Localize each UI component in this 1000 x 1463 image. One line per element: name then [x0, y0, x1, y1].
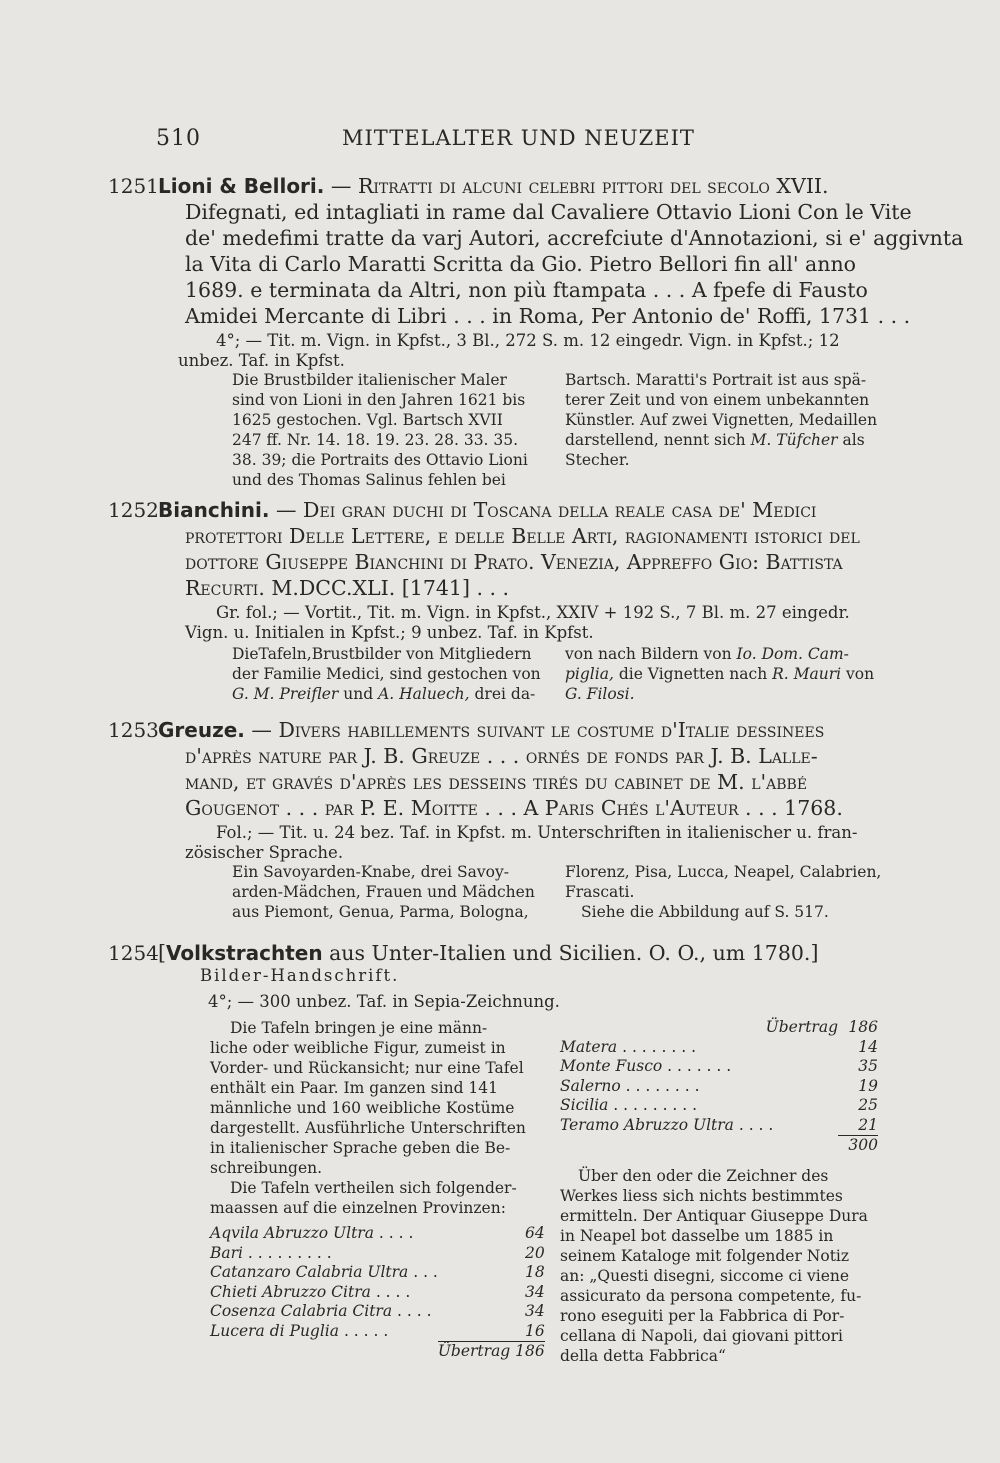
note-line: Frascati.: [565, 883, 635, 901]
plate-count: 20: [525, 1243, 545, 1262]
note-line: in italienischer Sprache geben die Be-: [210, 1139, 511, 1157]
leader-dots: . . . . . . . . .: [243, 1243, 332, 1262]
title-text: [108, 743, 888, 769]
province-name: Bari: [210, 1243, 243, 1262]
leader-dots: . . . .: [370, 1282, 411, 1301]
title-text: — Divers habillements suivant le costume d'Italie dessinees: [251, 718, 825, 742]
province-name: Catanzaro Calabria Ultra: [210, 1263, 409, 1281]
entry-1254: [108, 940, 888, 1012]
artist-name: G. Filosi.: [565, 685, 635, 703]
note-left: [210, 1018, 545, 1362]
note-line: dargestellt. Ausführliche Unterschriften: [210, 1119, 526, 1137]
note-line: 1625 gestochen. Vgl. Bartsch XVII: [232, 411, 503, 429]
title-line: Recurti. M.DCC.XLI. [1741] . . .: [185, 576, 510, 600]
note-line: arden-Mädchen, Frauen und Mädchen: [232, 883, 535, 901]
note-text: drei da-: [469, 685, 536, 703]
note-line: Vorder- und Rückansicht; nur eine Tafel: [210, 1059, 524, 1077]
title-line: Gougenot . . . par P. E. Moitte . . . A Paris Chés l'Auteur . . . 1768.: [185, 796, 843, 820]
note-line: Die Tafeln vertheilen sich folgender-: [230, 1179, 517, 1197]
plate-count: 16: [525, 1321, 545, 1340]
table-row: [210, 1302, 545, 1322]
note-line: sind von Lioni in den Jahren 1621 bis: [232, 391, 526, 409]
collation: zösischer Sprache.: [185, 843, 344, 862]
province-name: Monte Fusco: [560, 1057, 663, 1075]
title-text: — Ritratti di alcuni celebri pittori del secolo XVII.: [330, 174, 829, 198]
carry-value: 186: [848, 1018, 878, 1036]
note-line: an: „Questi disegni, siccome ci viene: [560, 1266, 850, 1285]
note-line: schreibungen.: [210, 1159, 323, 1177]
title-line: Difegnati, ed intagliati in rame dal Cavaliere Ottavio Lioni Con le Vite: [185, 200, 912, 224]
note-left: [232, 644, 542, 704]
province-name: Cosenza Calabria Citra: [210, 1302, 393, 1320]
plate-count: 35: [858, 1057, 878, 1075]
note-line: Florenz, Pisa, Lucca, Neapel, Calabrien,: [565, 863, 882, 881]
note-line: [232, 684, 542, 704]
entry-1253: [108, 717, 888, 863]
artist-name: piglia,: [565, 665, 614, 683]
note-line: seinem Kataloge mit folgender Notiz: [560, 1246, 850, 1265]
title-text: [108, 251, 888, 277]
title-line: la Vita di Carlo Maratti Scritta da Gio. Pietro Bellori fin all' anno: [185, 252, 857, 276]
entry-author: Greuze.: [158, 718, 245, 742]
plate-count: 18: [525, 1263, 545, 1281]
title-text: [108, 575, 888, 601]
title-text: [108, 523, 888, 549]
note-line: aus Piemont, Genua, Parma, Bologna,: [232, 903, 529, 921]
table-row: [560, 1038, 878, 1058]
entry-title-line: [108, 940, 888, 966]
collation: unbez. Taf. in Kpfst.: [178, 351, 345, 370]
note-line: 247 ff. Nr. 14. 18. 19. 23. 28. 33. 35.: [232, 431, 519, 449]
entry-1251: [108, 173, 964, 371]
table-row: [560, 1116, 878, 1136]
entry-title-line: [108, 173, 888, 199]
entry-number: 1253: [108, 718, 159, 742]
leader-dots: . . . . . . . .: [617, 1037, 697, 1056]
bracket: [: [158, 941, 166, 965]
entry-author: Lioni & Bellori.: [158, 174, 325, 198]
plate-count: 34: [525, 1302, 545, 1320]
province-name: Salerno: [560, 1076, 621, 1095]
note-left: [232, 370, 542, 490]
note-paragraph: [560, 1166, 890, 1366]
title-line: Amidei Mercante di Libri . . . in Roma, Per Antonio de' Roffi, 1731 . . .: [185, 304, 911, 328]
leader-dots: . . . . . . . .: [620, 1076, 700, 1095]
note-line: della detta Fabbrica“: [560, 1346, 726, 1365]
engraver-name: A. Haluech,: [378, 685, 470, 703]
note-line: rono eseguiti per la Fabbrica di Por-: [560, 1306, 845, 1325]
title-text: [108, 199, 912, 225]
title-line: protettori Delle Lettere, e delle Belle Arti, ragionamenti istorici del: [185, 524, 860, 548]
title-line: dottore Giuseppe Bianchini di Prato. Venezia, Appreffo Gio: Battista: [185, 550, 843, 574]
plate-count: 14: [858, 1037, 878, 1056]
note-line: enthält ein Paar. Im ganzen sind 141: [210, 1079, 499, 1097]
note-text: als: [837, 431, 865, 449]
note-line: der Familie Medici, sind gestochen von: [232, 665, 541, 683]
note-line: terer Zeit und von einem unbekannten: [565, 391, 870, 409]
title-line: de' medefimi tratte da varj Autori, accrefciute d'Annotazioni, si e' aggivnta: [185, 226, 964, 250]
note-line: cellana di Napoli, dai giovani pittori: [560, 1326, 843, 1345]
entry-title-line: [108, 717, 888, 743]
page-number: 510: [156, 126, 201, 151]
table-row: [210, 1342, 545, 1362]
note-left: [232, 862, 542, 922]
note-line: [565, 644, 895, 664]
engraver-name: G. M. Preifler: [232, 685, 339, 703]
province-name: Aqvila Abruzzo Ultra: [210, 1224, 374, 1242]
title-line: d'après nature par J. B. Greuze . . . ornés de fonds par J. B. Lalle-: [185, 744, 818, 768]
title-line: 1689. e terminata da Altri, non più ftampata . . . A fpefe di Fausto: [185, 278, 868, 302]
title-text: — Dei gran duchi di Toscana della reale casa de' Medici: [276, 498, 817, 522]
table-row: [560, 1077, 878, 1097]
entry-number: 1254: [108, 941, 159, 965]
title-line: mand, et gravés d'après les desseins tirés du cabinet de M. l'abbé: [185, 770, 808, 794]
artist-name: R. Mauri: [772, 665, 842, 683]
note-right: [565, 644, 895, 704]
leader-dots: . . .: [408, 1263, 438, 1281]
table-row: [560, 1096, 878, 1116]
province-name: Teramo Abruzzo Ultra: [560, 1115, 734, 1134]
note-line: DieTafeln,Brustbilder von Mitgliedern: [232, 645, 532, 663]
entry-1252: [108, 497, 888, 643]
leader-dots: . . . .: [733, 1115, 774, 1134]
running-title: MITTELALTER UND NEUZEIT: [342, 126, 695, 150]
province-name: Chieti Abruzzo Citra: [210, 1282, 371, 1301]
table-row: [560, 1136, 878, 1156]
note-line: Werkes liess sich nichts bestimmtes: [560, 1186, 843, 1205]
title-text: [108, 795, 888, 821]
note-line: Ein Savoyarden-Knabe, drei Savoy-: [232, 863, 509, 881]
table-row: [560, 1057, 878, 1077]
collation: 4°; — Tit. m. Vign. in Kpfst., 3 Bl., 272 S. m. 12 eingedr. Vign. in Kpfst.; 12: [216, 331, 840, 350]
leader-dots: . . . . . . .: [662, 1057, 732, 1075]
note-line: Über den oder die Zeichner des: [578, 1166, 829, 1185]
collation: Gr. fol.; — Vortit., Tit. m. Vign. in Kpfst., XXIV + 192 S., 7 Bl. m. 27 eingedr.: [216, 603, 850, 622]
note-line: Siehe die Abbildung auf S. 517.: [581, 903, 829, 921]
engraver-name: M. Tüfcher: [750, 431, 838, 449]
note-line: Stecher.: [565, 451, 630, 469]
leader-dots: . . . .: [392, 1302, 432, 1320]
note-line: maassen auf die einzelnen Provinzen:: [210, 1199, 506, 1217]
table-row: [210, 1322, 545, 1342]
province-name: Sicilia: [560, 1096, 609, 1114]
entry-author: Bianchini.: [158, 498, 270, 522]
title-text: [108, 769, 888, 795]
title-text: [108, 277, 888, 303]
note-right: [565, 370, 895, 470]
collation: Fol.; — Tit. u. 24 bez. Taf. in Kpfst. m. Unterschriften in italienischer u. fran-: [216, 823, 858, 842]
note-line: assicurato da persona competente, fu-: [560, 1286, 862, 1305]
note-line: [565, 664, 895, 684]
note-line: liche oder weibliche Figur, zumeist in: [210, 1039, 506, 1057]
note-line: und des Thomas Salinus fehlen bei: [232, 471, 506, 489]
province-name: Matera: [560, 1037, 618, 1056]
province-table: [560, 1018, 878, 1156]
title-text: aus Unter-Italien und Sicilien. O. O., um 1780.]: [322, 941, 819, 965]
entry-title-line: [108, 497, 888, 523]
note-line: männliche und 160 weibliche Kostüme: [210, 1099, 515, 1117]
plate-count: 25: [858, 1096, 878, 1114]
title-text: [108, 303, 911, 329]
plate-count: 19: [858, 1076, 878, 1095]
table-row: [210, 1283, 545, 1303]
title-text: [108, 225, 964, 251]
note-text: und: [338, 685, 379, 703]
note-text: darstellend, nennt sich: [565, 431, 751, 449]
carry-forward: Übertrag 186: [437, 1342, 545, 1360]
note-line: in Neapel bot dasselbe um 1885 in: [560, 1226, 834, 1245]
collation: Vign. u. Initialen in Kpfst.; 9 unbez. Taf. in Kpfst.: [185, 623, 594, 642]
leader-dots: . . . . . . . . .: [608, 1096, 698, 1114]
total-plates: 300: [838, 1136, 878, 1156]
table-row: [210, 1263, 545, 1283]
artist-name: Io. Dom. Cam-: [736, 645, 849, 663]
note-line: Künstler. Auf zwei Vignetten, Medaillen: [565, 411, 878, 429]
carry-label: Übertrag: [765, 1018, 838, 1036]
manuscript-label: Bilder-Handschrift.: [200, 966, 400, 985]
note-line: 38. 39; die Portraits des Ottavio Lioni: [232, 451, 528, 469]
table-row: [210, 1244, 545, 1264]
note-text: von nach Bildern von: [565, 645, 737, 663]
plate-count: 21: [858, 1115, 878, 1134]
entry-number: 1251: [108, 174, 159, 198]
entry-author: Volkstrachten: [166, 941, 323, 965]
plate-count: 34: [525, 1282, 545, 1301]
note-line: Bartsch. Maratti's Portrait ist aus spä-: [565, 371, 867, 389]
note-line: Die Tafeln bringen je eine männ-: [230, 1019, 488, 1037]
note-line: ermitteln. Der Antiquar Giuseppe Dura: [560, 1206, 868, 1225]
leader-dots: . . . .: [373, 1224, 414, 1242]
note-right: [565, 862, 895, 922]
leader-dots: . . . . .: [339, 1321, 389, 1340]
note-text: die Vignetten nach: [613, 665, 773, 683]
title-text: [108, 549, 888, 575]
table-row: [210, 1224, 545, 1244]
plate-count: 64: [525, 1224, 545, 1242]
province-name: Lucera di Puglia: [210, 1321, 340, 1340]
entry-number: 1252: [108, 498, 159, 522]
table-row: [560, 1018, 878, 1038]
note-right: [560, 1018, 890, 1366]
note-line: [565, 430, 895, 450]
note-text: von: [841, 665, 875, 683]
note-line: Die Brustbilder italienischer Maler: [232, 371, 507, 389]
province-table: [210, 1224, 545, 1362]
collation: 4°; — 300 unbez. Taf. in Sepia-Zeichnung.: [208, 992, 560, 1011]
